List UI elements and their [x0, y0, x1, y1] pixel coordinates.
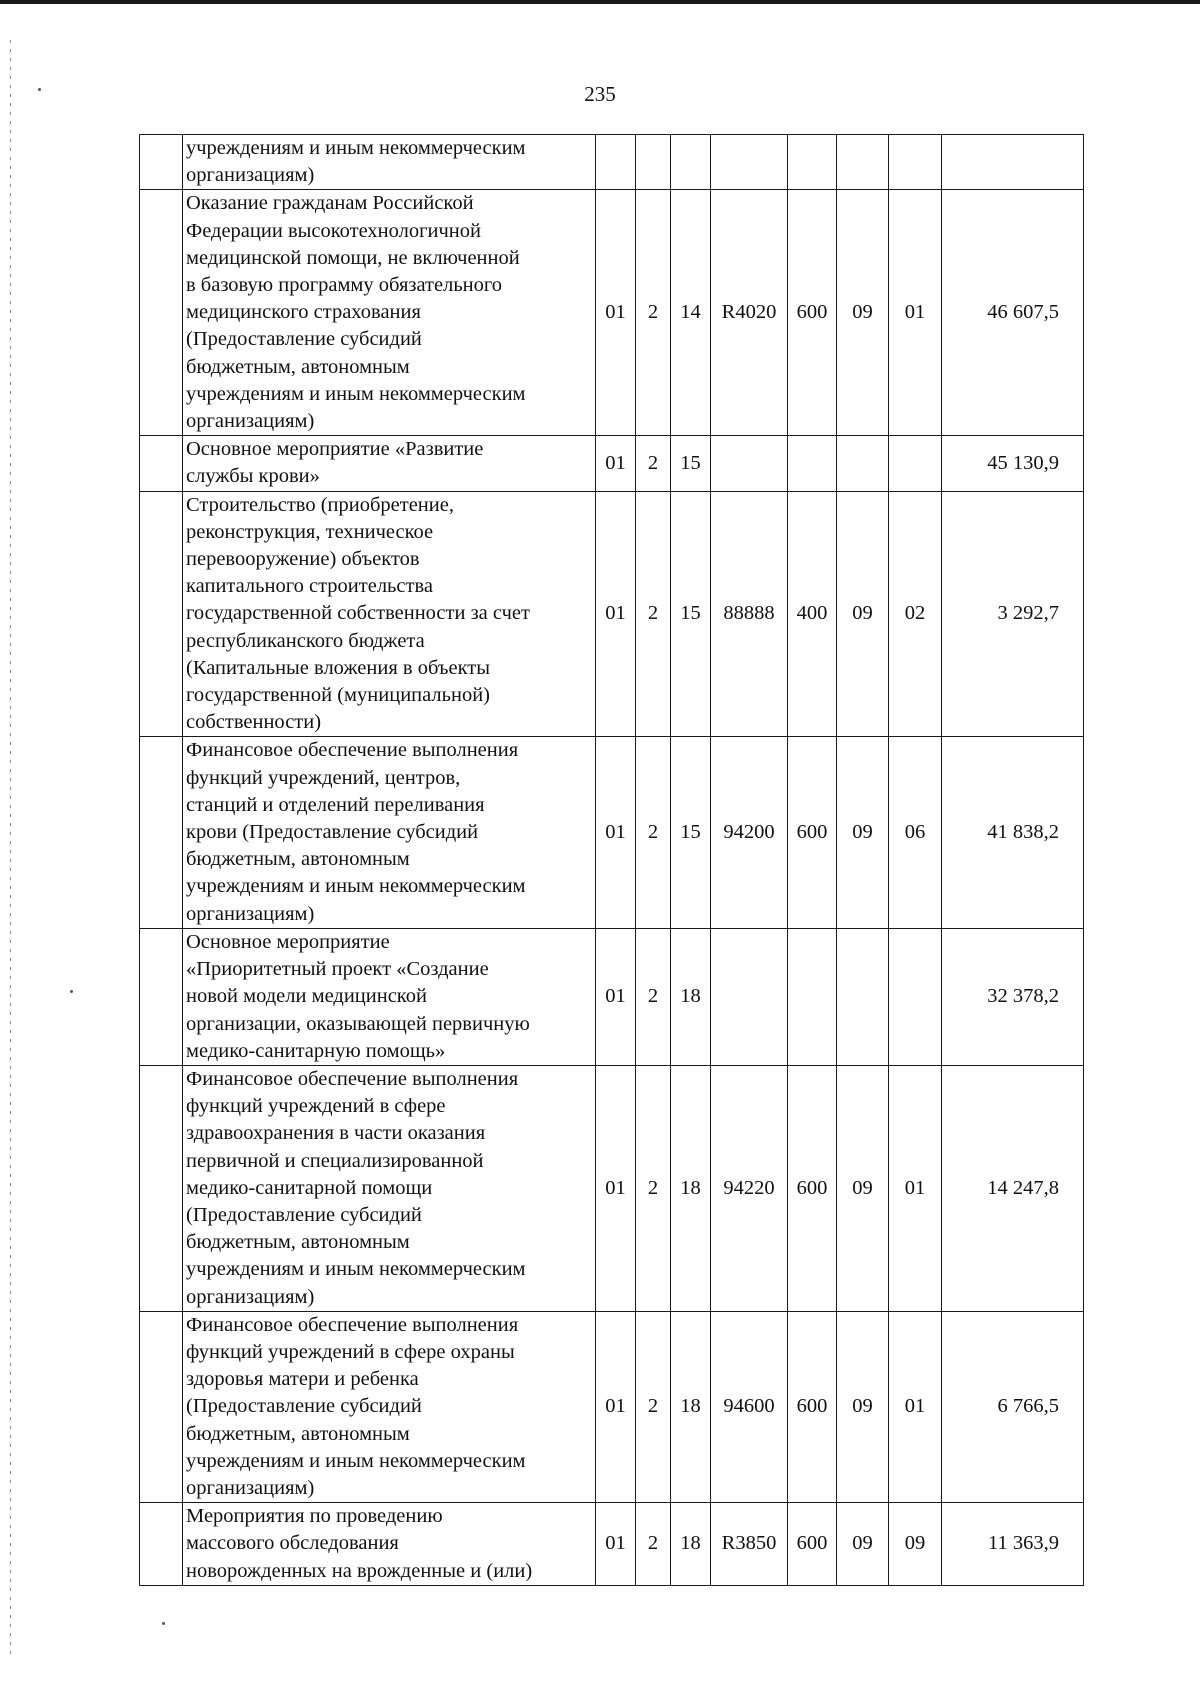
amount-cell: 6 766,5 — [942, 1311, 1084, 1502]
description-line: государственной собственности за счет — [186, 602, 530, 625]
description-line: в базовую программу обязательного — [186, 274, 503, 297]
description-line: учреждениям и иным некоммерческим — [186, 1258, 526, 1281]
description-line: бюджетным, автономным — [186, 1231, 410, 1254]
direction-code-cell: 94220 — [711, 1065, 788, 1311]
description-line: функций учреждений в сфере охраны — [186, 1340, 515, 1363]
table-row — [140, 1311, 1084, 1502]
section-code-cell: 09 — [837, 1503, 889, 1586]
description-line: крови (Предоставление субсидий — [186, 821, 479, 844]
subsection-code-cell — [889, 928, 942, 1065]
blank-cell — [140, 436, 183, 491]
top-border-line — [0, 0, 1200, 4]
program-code-cell — [596, 135, 636, 190]
blank-cell — [140, 737, 183, 928]
program-code-cell: 01 — [596, 737, 636, 928]
amount-cell: 41 838,2 — [942, 737, 1084, 928]
event-code-cell: 15 — [671, 436, 711, 491]
amount-cell: 32 378,2 — [942, 928, 1084, 1065]
description-line: реконструкция, техническое — [186, 520, 434, 543]
description-line: Строительство (приобретение, — [186, 493, 454, 516]
description-line: собственности) — [186, 711, 322, 734]
subprogram-code-cell: 2 — [636, 737, 671, 928]
expense-type-code-cell: 400 — [788, 491, 837, 737]
description-line: организациям) — [186, 1285, 315, 1308]
description-line: медико-санитарную помощь» — [186, 1039, 446, 1062]
description-line: учреждениям и иным некоммерческим — [186, 1449, 526, 1472]
subsection-code-cell: 06 — [889, 737, 942, 928]
subprogram-code-cell: 2 — [636, 1503, 671, 1586]
subprogram-code-cell — [636, 135, 671, 190]
section-code-cell: 09 — [837, 1311, 889, 1502]
section-code-cell: 09 — [837, 491, 889, 737]
blank-cell — [140, 135, 183, 190]
direction-code-cell: 94200 — [711, 737, 788, 928]
event-code-cell: 18 — [671, 1065, 711, 1311]
subprogram-code-cell: 2 — [636, 491, 671, 737]
description-line: станций и отделений переливания — [186, 793, 485, 816]
expense-type-code-cell: 600 — [788, 1503, 837, 1586]
program-code-cell: 01 — [596, 190, 636, 436]
scan-edge-artifact — [10, 40, 11, 1660]
description-line: первичной и специализированной — [186, 1149, 484, 1172]
event-code-cell: 14 — [671, 190, 711, 436]
budget-table-body — [140, 135, 1084, 1586]
description-line: учреждениям и иным некоммерческим — [186, 137, 526, 159]
table-row — [140, 436, 1084, 491]
description-line: службы крови» — [186, 465, 320, 488]
blank-cell — [140, 190, 183, 436]
subprogram-code-cell: 2 — [636, 928, 671, 1065]
description-line: новой модели медицинской — [186, 985, 427, 1008]
amount-cell: 14 247,8 — [942, 1065, 1084, 1311]
subprogram-code-cell: 2 — [636, 190, 671, 436]
program-code-cell: 01 — [596, 1311, 636, 1502]
description-line: бюджетным, автономным — [186, 1422, 410, 1445]
section-code-cell: 09 — [837, 737, 889, 928]
section-code-cell: 09 — [837, 190, 889, 436]
description-line: (Капитальные вложения в объекты — [186, 656, 490, 679]
event-code-cell — [671, 135, 711, 190]
program-code-cell: 01 — [596, 491, 636, 737]
event-code-cell: 15 — [671, 737, 711, 928]
description-line: учреждениям и иным некоммерческим — [186, 382, 526, 405]
blank-cell — [140, 491, 183, 737]
section-code-cell: 09 — [837, 1065, 889, 1311]
expense-type-code-cell: 600 — [788, 737, 837, 928]
program-code-cell: 01 — [596, 1503, 636, 1586]
description-line: новорожденных на врожденные и (или) — [186, 1559, 533, 1582]
description-line: Финансовое обеспечение выполнения — [186, 739, 519, 762]
direction-code-cell: 94600 — [711, 1311, 788, 1502]
description-cell — [183, 1311, 596, 1502]
expense-type-code-cell — [788, 436, 837, 491]
table-row — [140, 190, 1084, 436]
blank-cell — [140, 928, 183, 1065]
description-line: организациям) — [186, 1476, 315, 1499]
subsection-code-cell: 09 — [889, 1503, 942, 1586]
expense-type-code-cell — [788, 135, 837, 190]
event-code-cell: 18 — [671, 928, 711, 1065]
description-line: здравоохранения в части оказания — [186, 1122, 486, 1145]
program-code-cell: 01 — [596, 1065, 636, 1311]
description-line: Финансовое обеспечение выполнения — [186, 1313, 519, 1336]
description-line: организациям) — [186, 410, 315, 433]
subsection-code-cell — [889, 436, 942, 491]
description-line: массового обследования — [186, 1532, 399, 1555]
description-cell — [183, 928, 596, 1065]
direction-code-cell — [711, 436, 788, 491]
description-cell — [183, 737, 596, 928]
table-row — [140, 135, 1084, 190]
description-line: Федерации высокотехнологичной — [186, 219, 481, 242]
description-line: Основное мероприятие «Развитие — [186, 438, 484, 461]
description-line: организации, оказывающей первичную — [186, 1012, 530, 1035]
description-line: республиканского бюджета — [186, 629, 425, 652]
description-line: медицинской помощи, не включенной — [186, 246, 520, 269]
description-line: перевооружение) объектов — [186, 548, 420, 571]
event-code-cell: 18 — [671, 1311, 711, 1502]
section-code-cell — [837, 135, 889, 190]
table-row — [140, 928, 1084, 1065]
budget-table — [139, 134, 1084, 1586]
description-cell — [183, 436, 596, 491]
description-line: капитального строительства — [186, 575, 433, 598]
amount-cell: 3 292,7 — [942, 491, 1084, 737]
amount-cell: 11 363,9 — [942, 1503, 1084, 1586]
section-code-cell — [837, 928, 889, 1065]
subprogram-code-cell: 2 — [636, 436, 671, 491]
description-line: (Предоставление субсидий — [186, 1203, 422, 1226]
scan-dot-artifact — [162, 1622, 165, 1625]
blank-cell — [140, 1065, 183, 1311]
description-line: функций учреждений, центров, — [186, 766, 461, 789]
subsection-code-cell: 01 — [889, 190, 942, 436]
direction-code-cell: 88888 — [711, 491, 788, 737]
section-code-cell — [837, 436, 889, 491]
description-cell — [183, 135, 596, 190]
table-row — [140, 737, 1084, 928]
direction-code-cell — [711, 928, 788, 1065]
blank-cell — [140, 1503, 183, 1586]
table-row — [140, 1503, 1084, 1586]
expense-type-code-cell — [788, 928, 837, 1065]
direction-code-cell — [711, 135, 788, 190]
description-line: (Предоставление субсидий — [186, 1395, 422, 1418]
description-line: (Предоставление субсидий — [186, 328, 422, 351]
description-line: функций учреждений в сфере — [186, 1095, 446, 1118]
subprogram-code-cell: 2 — [636, 1311, 671, 1502]
direction-code-cell: R3850 — [711, 1503, 788, 1586]
amount-cell: 45 130,9 — [942, 436, 1084, 491]
subprogram-code-cell: 2 — [636, 1065, 671, 1311]
description-line: здоровья матери и ребенка — [186, 1368, 419, 1391]
description-line: бюджетным, автономным — [186, 848, 410, 871]
amount-cell — [942, 135, 1084, 190]
description-cell — [183, 1065, 596, 1311]
table-row — [140, 491, 1084, 737]
description-line: Финансовое обеспечение выполнения — [186, 1067, 519, 1090]
description-cell — [183, 491, 596, 737]
description-line: организациям) — [186, 902, 315, 925]
table-row — [140, 1065, 1084, 1311]
expense-type-code-cell: 600 — [788, 1065, 837, 1311]
event-code-cell: 18 — [671, 1503, 711, 1586]
scan-dot-artifact — [70, 990, 73, 993]
description-line: государственной (муниципальной) — [186, 684, 491, 707]
page-number: 235 — [584, 82, 616, 106]
description-cell — [183, 1503, 596, 1586]
subsection-code-cell: 02 — [889, 491, 942, 737]
expense-type-code-cell: 600 — [788, 1311, 837, 1502]
program-code-cell: 01 — [596, 436, 636, 491]
subsection-code-cell — [889, 135, 942, 190]
description-line: бюджетным, автономным — [186, 355, 410, 378]
description-line: медицинского страхования — [186, 301, 421, 324]
description-line: организациям) — [186, 164, 315, 187]
direction-code-cell: R4020 — [711, 190, 788, 436]
description-line: учреждениям и иным некоммерческим — [186, 875, 526, 898]
description-line: «Приоритетный проект «Создание — [186, 958, 489, 981]
description-line: медико-санитарной помощи — [186, 1176, 433, 1199]
description-line: Основное мероприятие — [186, 930, 390, 953]
event-code-cell: 15 — [671, 491, 711, 737]
subsection-code-cell: 01 — [889, 1311, 942, 1502]
amount-cell: 46 607,5 — [942, 190, 1084, 436]
subsection-code-cell: 01 — [889, 1065, 942, 1311]
description-line: Мероприятия по проведению — [186, 1505, 443, 1528]
program-code-cell: 01 — [596, 928, 636, 1065]
description-cell — [183, 190, 596, 436]
description-line: Оказание гражданам Российской — [186, 192, 474, 215]
expense-type-code-cell: 600 — [788, 190, 837, 436]
blank-cell — [140, 1311, 183, 1502]
